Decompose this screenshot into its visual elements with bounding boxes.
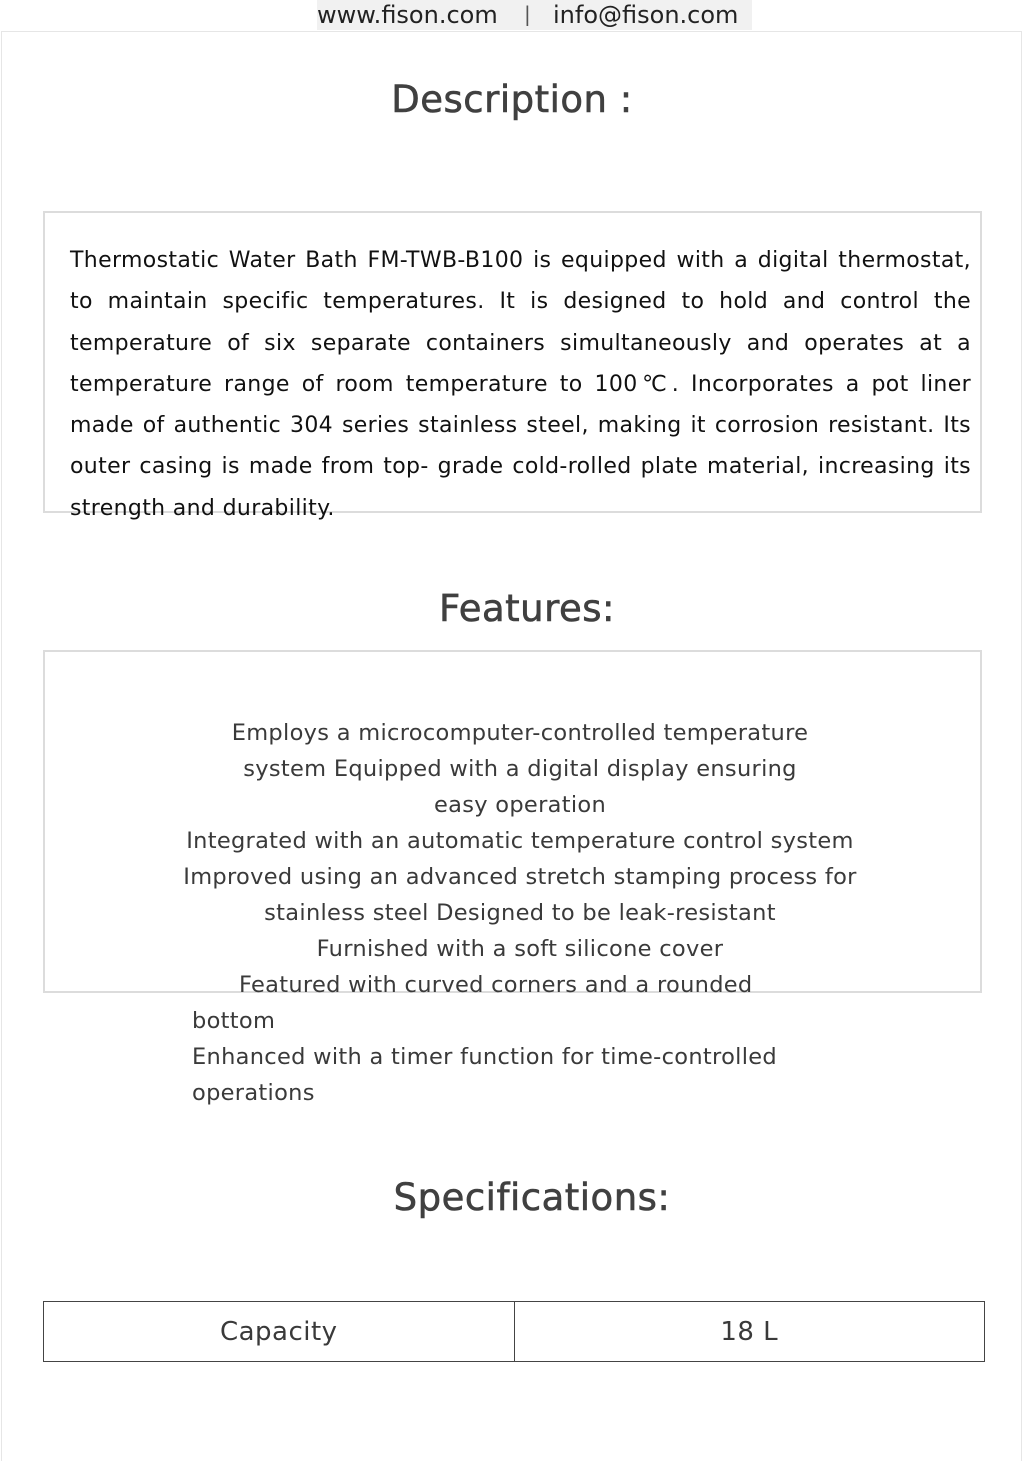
feature-line: Employs a microcomputer-controlled temperature xyxy=(231,720,809,746)
email-link[interactable]: info@fison.com xyxy=(553,1,739,29)
feature-line: Integrated with an automatic temperature control system xyxy=(186,828,854,854)
specifications-title: Specifications: xyxy=(393,1176,671,1219)
feature-line: Enhanced with a timer function for time-controlled xyxy=(192,1044,777,1070)
feature-line: operations xyxy=(192,1080,315,1106)
feature-line: easy operation xyxy=(433,792,607,818)
contact-bar xyxy=(317,0,752,30)
specifications-table xyxy=(43,1301,985,1362)
feature-line: Improved using an advanced stretch stamping process for xyxy=(183,864,857,890)
website-link[interactable]: www.fison.com xyxy=(317,1,498,29)
spec-label-cell: Capacity xyxy=(44,1302,515,1362)
feature-line: stainless steel Designed to be leak-resistant xyxy=(264,900,776,926)
feature-line: system Equipped with a digital display ensuring xyxy=(243,756,797,782)
feature-line: Featured with curved corners and a rounded xyxy=(239,972,753,998)
feature-line: bottom xyxy=(192,1008,276,1034)
description-title: Description : xyxy=(391,78,633,121)
description-text: Thermostatic Water Bath FM-TWB-B100 is equipped with a digital thermostat, to maintain specific temperatures. It is designed to hold and control the temperature of six separate containers simultaneously and operates at a temperature range of room temperature to 100℃. Incorporates a pot liner made of authentic 304 series stainless steel, making it corrosion resistant. Its outer casing is made from top- grade cold-rolled plate material, increasing its strength and durability. xyxy=(70,248,971,521)
table-row xyxy=(44,1302,985,1362)
spec-value-cell: 18 L xyxy=(514,1302,985,1362)
contact-separator: | xyxy=(524,2,531,26)
features-title: Features: xyxy=(438,587,616,630)
feature-line: Furnished with a soft silicone cover xyxy=(316,936,724,962)
